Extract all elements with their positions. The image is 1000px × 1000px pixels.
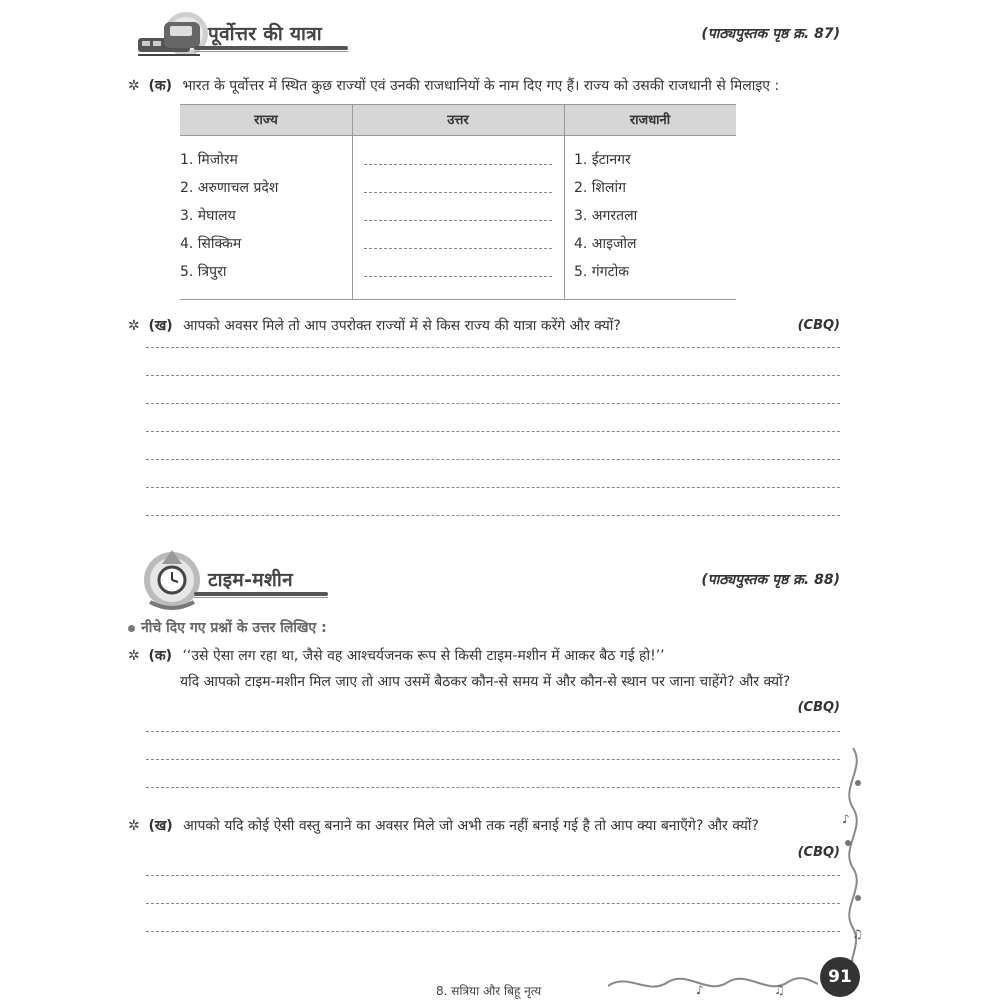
capital-name: 4. आइजोल: [574, 236, 637, 252]
question-mark: (ख): [148, 818, 173, 834]
state-name: 3. मेघालय: [180, 208, 236, 224]
textbook-reference: (पाठ्यपुस्तक पृष्ठ क्र. 88): [701, 572, 840, 588]
answer-line[interactable]: [146, 931, 840, 932]
header-answer: उत्तर: [447, 113, 469, 128]
question-mark: (क): [148, 648, 173, 664]
match-table: [180, 104, 736, 300]
chapter-footer: 8. सत्रिया और बिहू नृत्य: [436, 984, 542, 998]
svg-text:♫: ♫: [774, 983, 785, 997]
question-text: भारत के पूर्वोत्तर में स्थित कुछ राज्यों एवं उनकी राजधानियों के नाम दिए गए हैं। राज्य को उसकी राजधानी से मिलाइए :: [182, 78, 780, 94]
section-title: टाइम-मशीन: [208, 569, 293, 591]
cbq-tag: (CBQ): [797, 845, 840, 860]
question-ka: [128, 646, 665, 666]
question-text: आपको अवसर मिले तो आप उपरोक्त राज्यों में से किस राज्य की यात्रा करेंगे और क्यों?: [183, 318, 621, 334]
answer-line[interactable]: [146, 759, 840, 760]
answer-blank[interactable]: [364, 164, 552, 165]
section-title: पूर्वोत्तर की यात्रा: [208, 23, 322, 45]
title-underline-thin: [194, 597, 328, 598]
clock-icon: [138, 544, 200, 610]
question-kha: [128, 316, 621, 336]
title-underline-thin: [194, 51, 348, 52]
table-row: [180, 206, 736, 234]
answer-line[interactable]: [146, 459, 840, 460]
answer-line[interactable]: [146, 875, 840, 876]
state-name: 4. सिक्किम: [180, 236, 242, 252]
question-text: यदि आपको टाइम-मशीन मिल जाए तो आप उसमें बैठकर कौन-से समय में और कौन-से स्थान पर जाना चाहेंगे? और क्यों?: [180, 674, 791, 690]
table-row: [180, 150, 736, 178]
answer-line[interactable]: [146, 487, 840, 488]
answer-blank[interactable]: [364, 220, 552, 221]
star-icon: ✲: [128, 318, 140, 334]
answer-line[interactable]: [146, 431, 840, 432]
answer-line[interactable]: [146, 787, 840, 788]
capital-name: 1. ईटानगर: [574, 152, 631, 168]
decorative-swirl: [838, 748, 868, 972]
answer-line[interactable]: [146, 515, 840, 516]
table-bottom-border: [180, 299, 736, 300]
cbq-tag: (CBQ): [797, 700, 840, 715]
answer-line[interactable]: [146, 347, 840, 348]
train-icon: [138, 10, 200, 60]
textbook-reference: (पाठ्यपुस्तक पृष्ठ क्र. 87): [701, 26, 840, 42]
star-icon: ✲: [128, 818, 140, 834]
question-kha: [128, 816, 759, 836]
answer-line[interactable]: [146, 375, 840, 376]
answer-blank[interactable]: [364, 192, 552, 193]
answer-line[interactable]: [146, 903, 840, 904]
question-mark: (क): [148, 78, 173, 94]
decorative-swirl: [608, 968, 818, 1000]
table-row: [180, 262, 736, 290]
question-mark: (ख): [148, 318, 173, 334]
quote-text: ‘‘उसे ऐसा लग रहा था, जैसे वह आश्चर्यजनक रूप से किसी टाइम-मशीन में आकर बैठ गई हो!’’: [182, 648, 665, 664]
instruction-text: नीचे दिए गए प्रश्नों के उत्तर लिखिए :: [141, 620, 327, 636]
answer-blank[interactable]: [364, 276, 552, 277]
section-header-time-machine: [128, 544, 358, 610]
question-text: आपको यदि कोई ऐसी वस्तु बनाने का अवसर मिले जो अभी तक नहीं बनाई गई है तो आप क्या बनाएँगे? और क्यों?: [183, 818, 759, 834]
svg-text:♪: ♪: [696, 983, 704, 997]
page-number: 91: [820, 957, 860, 997]
answer-blank[interactable]: [364, 248, 552, 249]
question-ka: [128, 76, 779, 96]
table-row: [180, 234, 736, 262]
answer-line[interactable]: [146, 731, 840, 732]
section-header-northeast: [128, 10, 358, 60]
svg-text:♪: ♪: [842, 812, 850, 826]
answer-line[interactable]: [146, 403, 840, 404]
bullet-icon: [128, 625, 135, 632]
star-icon: ✲: [128, 648, 140, 664]
capital-name: 2. शिलांग: [574, 180, 626, 196]
state-name: 5. त्रिपुरा: [180, 264, 227, 280]
svg-text:♫: ♫: [852, 927, 863, 941]
header-capital: राजधानी: [629, 113, 671, 128]
star-icon: ✲: [128, 78, 140, 94]
instruction: [128, 618, 327, 637]
title-underline: [194, 592, 328, 596]
table-row: [180, 178, 736, 206]
state-name: 1. मिजोरम: [180, 152, 238, 168]
state-name: 2. अरुणाचल प्रदेश: [180, 180, 279, 196]
cbq-tag: (CBQ): [797, 318, 840, 333]
capital-name: 3. अगरतला: [574, 208, 638, 224]
capital-name: 5. गंगटोक: [574, 264, 630, 280]
header-state: राज्य: [254, 113, 278, 128]
title-underline: [194, 46, 348, 50]
